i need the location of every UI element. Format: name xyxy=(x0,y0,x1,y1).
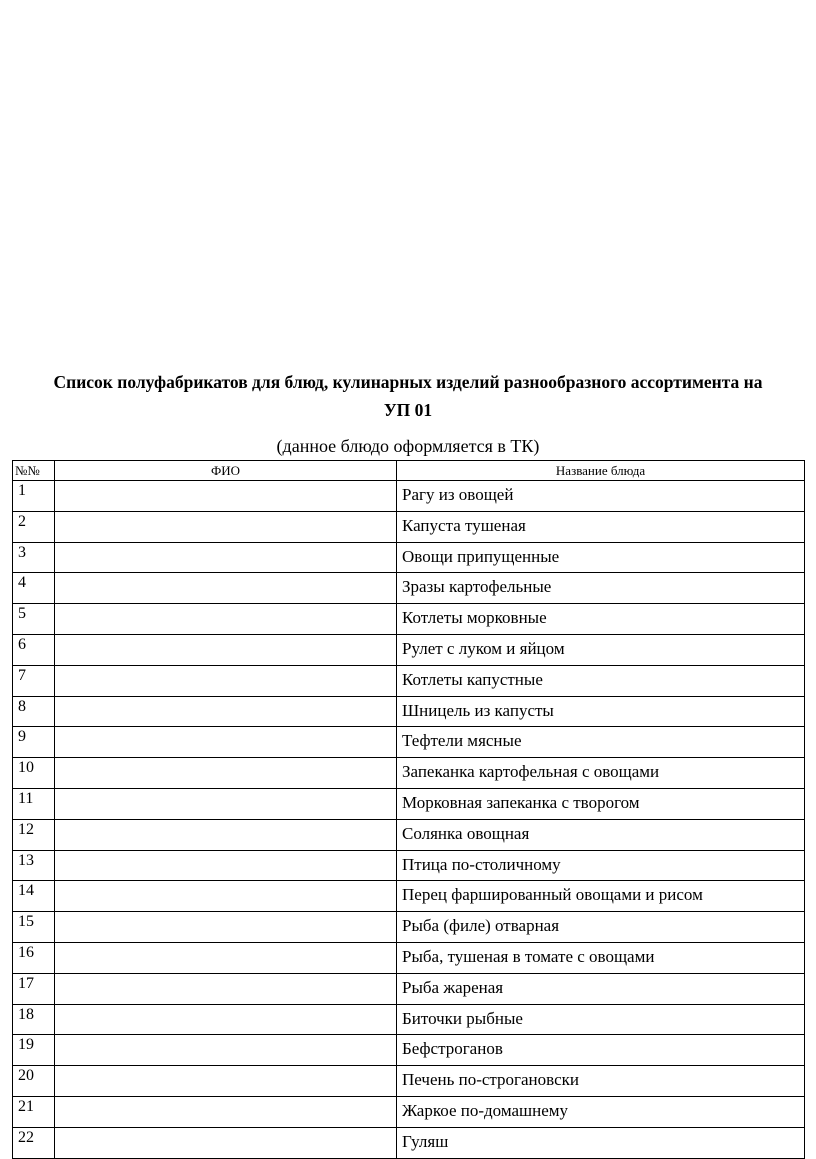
row-fio-field[interactable] xyxy=(55,727,397,758)
page-title-line-1: Список полуфабрикатов для блюд, кулинарных изделий разнообразного ассортимента на xyxy=(53,372,763,392)
row-dish-name: Солянка овощная xyxy=(397,819,805,850)
row-number: 17 xyxy=(13,973,55,1004)
row-dish-name: Гуляш xyxy=(397,1127,805,1158)
table-row xyxy=(13,1066,805,1097)
row-dish-name: Зразы картофельные xyxy=(397,573,805,604)
row-number: 12 xyxy=(13,819,55,850)
table-row xyxy=(13,1127,805,1158)
row-fio-field[interactable] xyxy=(55,1096,397,1127)
table-row xyxy=(13,758,805,789)
table-row xyxy=(13,727,805,758)
row-number: 22 xyxy=(13,1127,55,1158)
row-fio-field[interactable] xyxy=(55,819,397,850)
table-row xyxy=(13,1096,805,1127)
page-title-line-2: УП 01 xyxy=(383,400,433,420)
row-fio-field[interactable] xyxy=(55,850,397,881)
row-fio-field[interactable] xyxy=(55,634,397,665)
table-row xyxy=(13,912,805,943)
row-fio-field[interactable] xyxy=(55,973,397,1004)
row-number: 16 xyxy=(13,942,55,973)
row-dish-name: Овощи припущенные xyxy=(397,542,805,573)
table-row xyxy=(13,542,805,573)
table-row xyxy=(13,665,805,696)
row-dish-name: Шницель из капусты xyxy=(397,696,805,727)
table-row xyxy=(13,1004,805,1035)
row-dish-name: Капуста тушеная xyxy=(397,511,805,542)
row-fio-field[interactable] xyxy=(55,758,397,789)
row-number: 9 xyxy=(13,727,55,758)
row-number: 13 xyxy=(13,850,55,881)
row-fio-field[interactable] xyxy=(55,696,397,727)
table-row xyxy=(13,881,805,912)
row-fio-field[interactable] xyxy=(55,481,397,512)
row-dish-name: Перец фаршированный овощами и рисом xyxy=(397,881,805,912)
row-fio-field[interactable] xyxy=(55,1127,397,1158)
row-number: 14 xyxy=(13,881,55,912)
header-dish-name: Название блюда xyxy=(397,461,805,481)
row-fio-field[interactable] xyxy=(55,511,397,542)
table-header-row xyxy=(13,461,805,481)
table-row xyxy=(13,604,805,635)
table-row xyxy=(13,788,805,819)
row-number: 19 xyxy=(13,1035,55,1066)
row-dish-name: Рулет с луком и яйцом xyxy=(397,634,805,665)
row-number: 8 xyxy=(13,696,55,727)
header-fio: ФИО xyxy=(55,461,397,481)
row-number: 1 xyxy=(13,481,55,512)
table-row xyxy=(13,819,805,850)
row-fio-field[interactable] xyxy=(55,1004,397,1035)
row-fio-field[interactable] xyxy=(55,881,397,912)
row-number: 18 xyxy=(13,1004,55,1035)
row-number: 4 xyxy=(13,573,55,604)
row-number: 11 xyxy=(13,788,55,819)
table-row xyxy=(13,850,805,881)
row-number: 3 xyxy=(13,542,55,573)
row-dish-name: Печень по-строгановски xyxy=(397,1066,805,1097)
table-row xyxy=(13,1035,805,1066)
row-dish-name: Тефтели мясные xyxy=(397,727,805,758)
table-row xyxy=(13,481,805,512)
row-dish-name: Рыба жареная xyxy=(397,973,805,1004)
row-dish-name: Запеканка картофельная с овощами xyxy=(397,758,805,789)
table-row xyxy=(13,511,805,542)
row-number: 2 xyxy=(13,511,55,542)
table-row xyxy=(13,942,805,973)
row-fio-field[interactable] xyxy=(55,1066,397,1097)
table-row xyxy=(13,696,805,727)
row-dish-name: Морковная запеканка с творогом xyxy=(397,788,805,819)
row-number: 20 xyxy=(13,1066,55,1097)
page-subtitle: (данное блюдо оформляется в ТК) xyxy=(276,436,540,456)
table-body xyxy=(13,481,805,1159)
row-fio-field[interactable] xyxy=(55,912,397,943)
row-fio-field[interactable] xyxy=(55,788,397,819)
row-dish-name: Котлеты морковные xyxy=(397,604,805,635)
page-title xyxy=(0,368,816,424)
row-fio-field[interactable] xyxy=(55,665,397,696)
row-dish-name: Биточки рыбные xyxy=(397,1004,805,1035)
row-fio-field[interactable] xyxy=(55,1035,397,1066)
row-dish-name: Рагу из овощей xyxy=(397,481,805,512)
row-number: 7 xyxy=(13,665,55,696)
row-fio-field[interactable] xyxy=(55,542,397,573)
dishes-table xyxy=(12,460,805,1159)
row-fio-field[interactable] xyxy=(55,604,397,635)
row-fio-field[interactable] xyxy=(55,573,397,604)
row-dish-name: Бефстроганов xyxy=(397,1035,805,1066)
row-dish-name: Котлеты капустные xyxy=(397,665,805,696)
row-number: 21 xyxy=(13,1096,55,1127)
row-number: 10 xyxy=(13,758,55,789)
header-number: №№ xyxy=(13,461,55,481)
row-dish-name: Рыба, тушеная в томате с овощами xyxy=(397,942,805,973)
table-row xyxy=(13,573,805,604)
row-dish-name: Птица по-столичному xyxy=(397,850,805,881)
row-number: 5 xyxy=(13,604,55,635)
table-row xyxy=(13,634,805,665)
row-fio-field[interactable] xyxy=(55,942,397,973)
row-dish-name: Жаркое по-домашнему xyxy=(397,1096,805,1127)
table-row xyxy=(13,973,805,1004)
row-number: 15 xyxy=(13,912,55,943)
row-number: 6 xyxy=(13,634,55,665)
row-dish-name: Рыба (филе) отварная xyxy=(397,912,805,943)
